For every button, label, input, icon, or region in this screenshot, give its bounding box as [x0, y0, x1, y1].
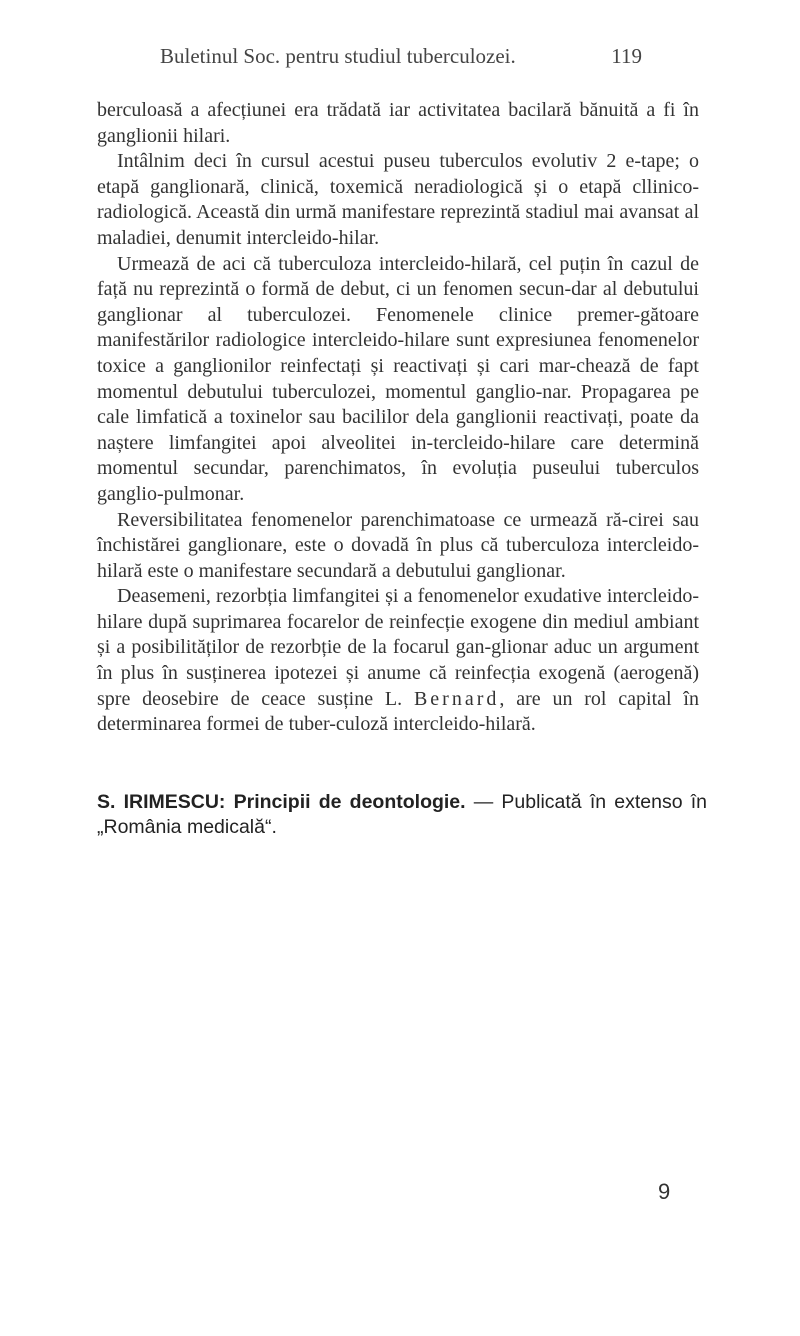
paragraph-4: Reversibilitatea fenomenelor parenchimatoase ce urmează ră-cirei sau închistărei ganglionare, este o dovadă în plus că tuberculoza intercleido-hilară este o manifestare secundară a debutului ganglionar. — [97, 508, 699, 582]
paragraph-2: Intâlnim deci în cursul acestui puseu tuberculos evolutiv 2 e-tape; o etapă ganglionară, clinică, toxemică neradiologică și o etapă cllinico-radiologică. Această din urmă manifestare reprezintă stadiul mai avansat al maladiei, denumit intercleido-hilar. — [97, 150, 699, 249]
paragraph-5 — [97, 584, 699, 738]
paragraph-5-text-a: Deasemeni, rezorbția limfangitei și a fenomenelor exudative intercleido-hilare după suprimarea focarelor de reinfecție exogene din mediul ambiant și a posibilităților de rezorbție de la focarul gan-glionar aduc un argument în plus în susținerea ipotezei și anume că reinfecția exogenă (aerogenă) spre deosebire de ceace susține L. — [97, 585, 699, 710]
citation — [97, 790, 707, 840]
citation-work: Principii de deontologie. — [233, 791, 466, 813]
running-title: Buletinul Soc. pentru studiul tuberculozei. — [160, 44, 516, 68]
paragraph-5-text-b: , are un rol capital în determinarea formei de tuber-culoză intercleido-hilară. — [97, 687, 699, 736]
paragraph-1: berculoasă a afecțiunei era trădată iar activitatea bacilară bănuită a fi în ganglionii hilari. — [97, 99, 699, 147]
citation-rest: — Publicată în extenso în „România medicală“. — [97, 791, 707, 838]
body-text — [97, 98, 699, 738]
page-number-bottom: 9 — [658, 1179, 671, 1204]
author-name-bernard: Bernard — [413, 687, 500, 710]
citation-author: S. IRIMESCU: — [97, 791, 226, 813]
paragraph-3: Urmează de aci că tuberculoza intercleido-hilară, cel puțin în cazul de față nu reprezintă o formă de debut, ci un fenomen secun-dar al debutului ganglionar al tuberculozei. Fenomenele clinice premer-gătoare manifestărilor radiologice intercleido-hilare sunt expresiunea fenomenelor toxice a ganglionilor reinfectați și reactivați și cari mar-chează de fapt momentul debutului tuberculozei, momentul ganglio-nar. Propagarea pe cale limfatică a toxinelor sau bacililor dela ganglionii reactivați, poate da naștere limfangitei apoi alveolitei in-tercleido-hilare care determină momentul secundar, parenchimatos, în evoluția puseului tuberculos ganglio-pulmonar. — [97, 252, 699, 505]
page-number-top: 119 — [611, 44, 642, 68]
